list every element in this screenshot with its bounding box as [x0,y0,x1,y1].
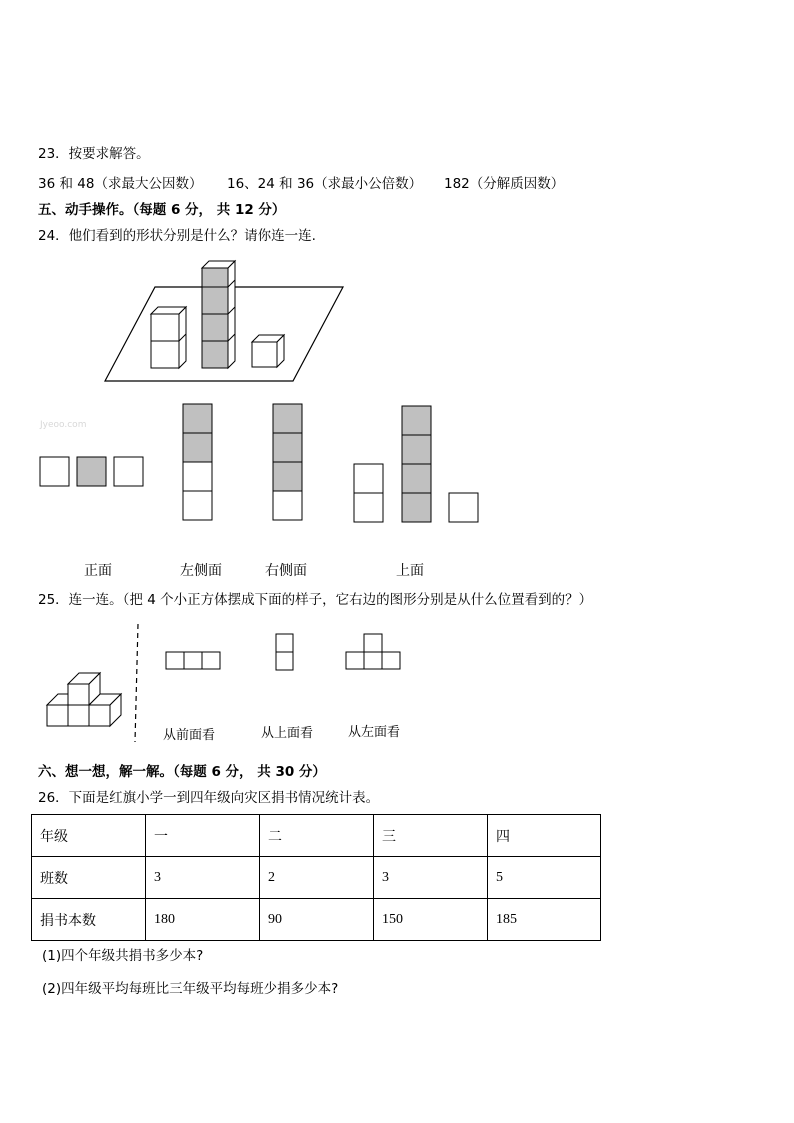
watermark: Jyeoo.com [40,420,87,430]
label-from-front: 从前面看 [163,728,216,743]
q23-item-3: 182（分解质因数） [444,176,565,192]
label-from-top: 从上面看 [261,726,314,741]
label-top: 上面 [396,563,424,579]
table-cell: 捐书本数 [32,899,146,941]
label-front: 正面 [84,563,112,579]
table-cell: 5 [488,857,601,899]
table-cell: 2 [260,857,374,899]
q26-sub-2: (2)四年级平均每班比三年级平均每班少捐多少本? [42,981,339,997]
table-cell: 3 [146,857,260,899]
table-row [32,815,601,857]
table-cell: 185 [488,899,601,941]
table-cell: 90 [260,899,374,941]
section-5-heading: 五、动手操作。（每题 6 分， 共 12 分） [38,202,286,218]
table-cell: 一 [146,815,260,857]
table-cell: 180 [146,899,260,941]
table-row [32,857,601,899]
q25-title: 25．连一连。（把 4 个小正方体摆成下面的样子，它右边的图形分别是从什么位置看到的？） [38,592,593,608]
table-cell: 年级 [32,815,146,857]
label-left-side: 左侧面 [180,563,222,579]
table-cell: 四 [488,815,601,857]
table-cell: 班数 [32,857,146,899]
label-from-left: 从左面看 [348,725,401,740]
q23-item-2: 16、24 和 36（求最小公倍数） [227,176,423,192]
q24-title: 24．他们看到的形状分别是什么？请你连一连. [38,228,316,244]
table-cell: 3 [374,857,488,899]
table-cell: 二 [260,815,374,857]
q23-item-1: 36 和 48（求最大公因数） [38,176,203,192]
table-cell: 三 [374,815,488,857]
donation-table [31,814,601,941]
section-6-heading: 六、想一想，解一解。（每题 6 分， 共 30 分） [38,764,326,780]
q26-sub-1: (1)四个年级共捐书多少本? [42,948,204,964]
table-cell: 150 [374,899,488,941]
q23-title: 23．按要求解答。 [38,146,150,162]
table-row [32,899,601,941]
label-right-side: 右侧面 [265,563,307,579]
q26-title: 26．下面是红旗小学一到四年级向灾区捐书情况统计表。 [38,790,380,806]
